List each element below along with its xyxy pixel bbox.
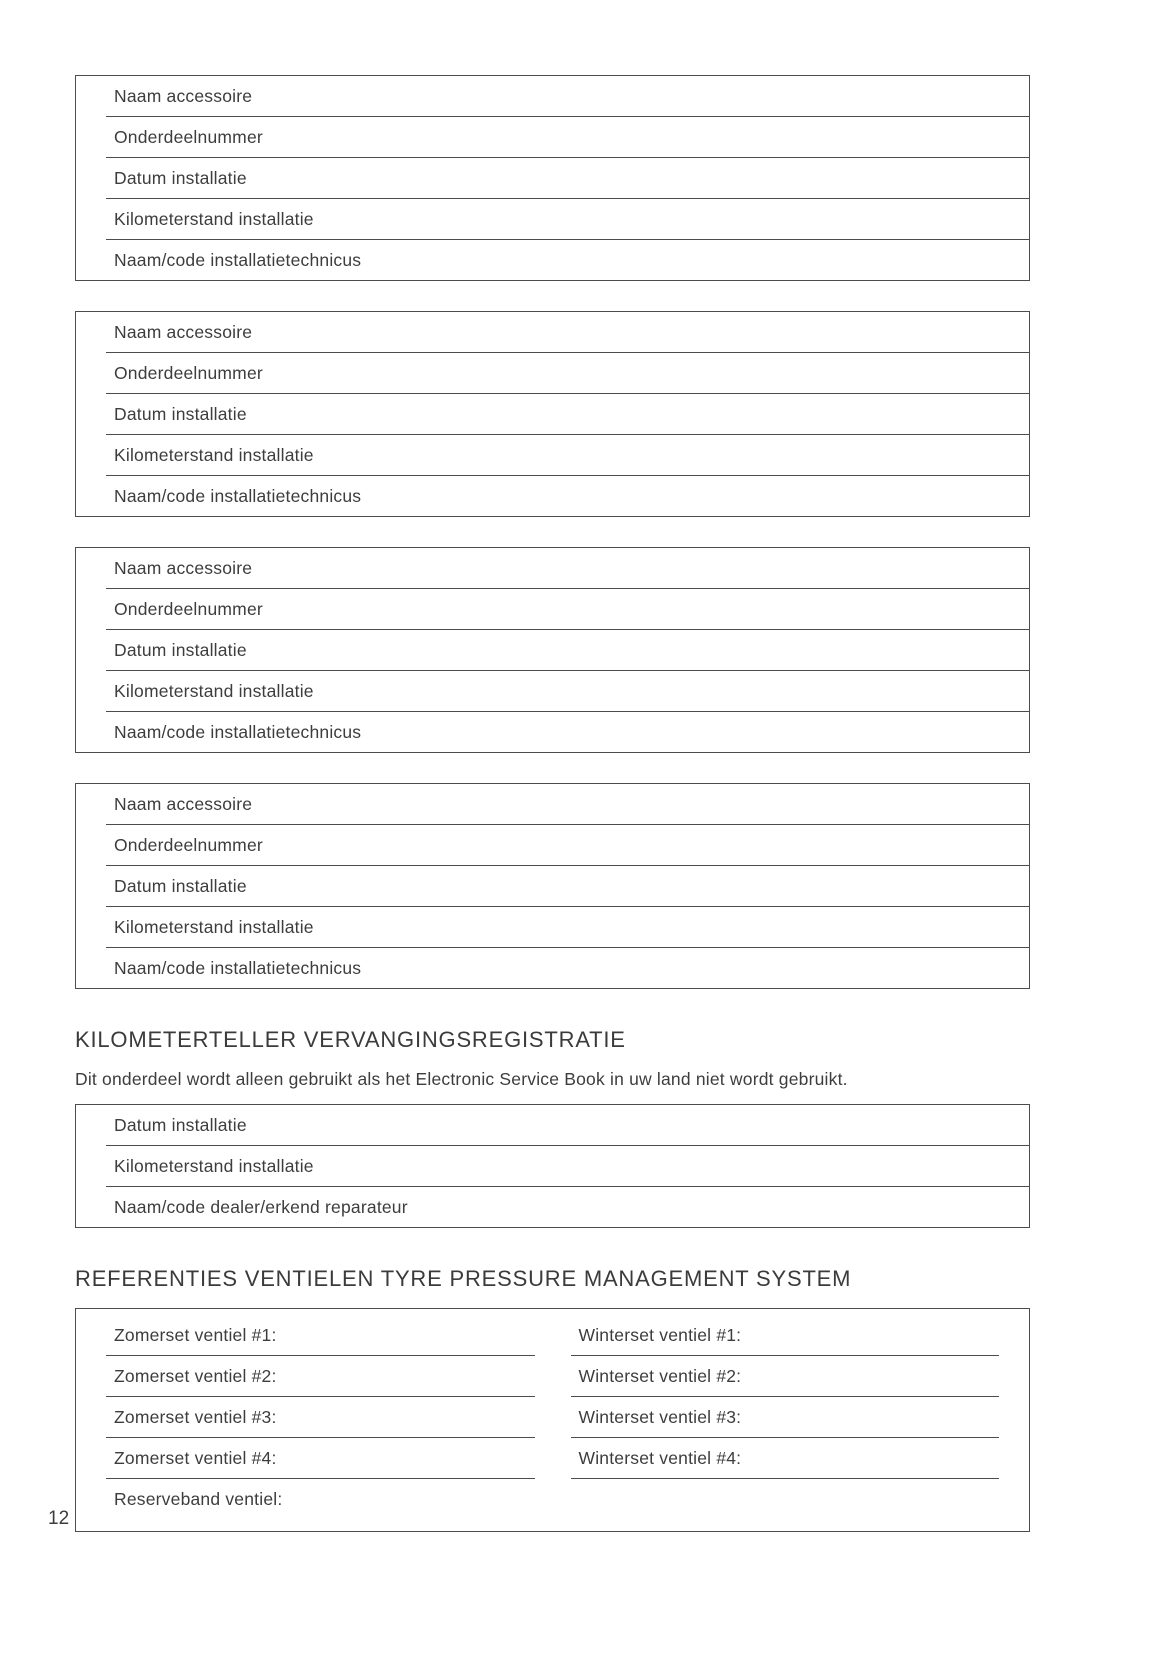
accessory-box-1 — [75, 75, 1030, 281]
tyre-section-title: REFERENTIES VENTIELEN TYRE PRESSURE MANAGEMENT SYSTEM — [75, 1266, 852, 1291]
form-row-label: Naam/code installatietechnicus — [114, 485, 362, 506]
valve-field-winter-4 — [571, 1438, 1000, 1479]
form-row-label: Kilometerstand installatie — [114, 444, 314, 465]
form-row-label: Datum installatie — [114, 1114, 247, 1135]
form-row-label: Naam accessoire — [114, 321, 253, 342]
page-number: 12 — [48, 1508, 70, 1529]
form-row — [106, 394, 1029, 435]
odometer-box — [75, 1104, 1030, 1228]
tyre-valve-grid — [106, 1315, 999, 1519]
form-row — [106, 1146, 1029, 1187]
form-row — [106, 117, 1029, 158]
form-row — [106, 435, 1029, 476]
form-row — [106, 630, 1029, 671]
form-row-label: Onderdeelnummer — [114, 126, 263, 147]
form-row-label: Naam/code dealer/erkend reparateur — [114, 1196, 408, 1217]
form-row-label: Onderdeelnummer — [114, 598, 263, 619]
valve-field-label: Reserveband ventiel: — [114, 1488, 283, 1509]
form-row — [106, 671, 1029, 712]
valve-field-label: Zomerset ventiel #2: — [114, 1365, 277, 1386]
tyre-valve-box — [75, 1308, 1030, 1532]
form-row — [106, 1105, 1029, 1146]
form-row-label: Datum installatie — [114, 875, 247, 896]
valve-field-spare — [106, 1479, 535, 1519]
valve-field-label: Zomerset ventiel #4: — [114, 1447, 277, 1468]
form-row-label: Onderdeelnummer — [114, 362, 263, 383]
form-row — [106, 199, 1029, 240]
form-row — [106, 240, 1029, 280]
form-row — [106, 589, 1029, 630]
form-row — [106, 866, 1029, 907]
form-row-label: Datum installatie — [114, 639, 247, 660]
form-row-label: Onderdeelnummer — [114, 834, 263, 855]
odometer-section-note: Dit onderdeel wordt alleen gebruikt als het Electronic Service Book in uw land niet wordt gebruikt. — [75, 1069, 848, 1089]
form-row-label: Naam accessoire — [114, 793, 253, 814]
form-row-label: Kilometerstand installatie — [114, 208, 314, 229]
valve-field-winter-1 — [571, 1315, 1000, 1356]
valve-field-label: Winterset ventiel #1: — [578, 1324, 742, 1345]
valve-field-summer-1 — [106, 1315, 535, 1356]
valve-field-summer-3 — [106, 1397, 535, 1438]
form-row — [106, 548, 1029, 589]
valve-field-summer-4 — [106, 1438, 535, 1479]
odometer-section-title: KILOMETERTELLER VERVANGINGSREGISTRATIE — [75, 1027, 626, 1052]
form-row-label: Naam/code installatietechnicus — [114, 249, 362, 270]
form-row — [106, 948, 1029, 988]
form-row-label: Naam accessoire — [114, 85, 253, 106]
form-row — [106, 158, 1029, 199]
accessory-box-3 — [75, 547, 1030, 753]
form-row — [106, 784, 1029, 825]
form-row-label: Naam accessoire — [114, 557, 253, 578]
accessory-box-4 — [75, 783, 1030, 989]
form-row — [106, 907, 1029, 948]
form-row-label: Naam/code installatietechnicus — [114, 957, 362, 978]
page-content — [75, 75, 1030, 1532]
valve-field-empty — [571, 1479, 1000, 1519]
form-row — [106, 476, 1029, 516]
form-row-label: Datum installatie — [114, 403, 247, 424]
form-row — [106, 353, 1029, 394]
valve-field-winter-2 — [571, 1356, 1000, 1397]
form-row — [106, 712, 1029, 752]
valve-field-label: Zomerset ventiel #3: — [114, 1406, 277, 1427]
form-row-label: Kilometerstand installatie — [114, 916, 314, 937]
valve-field-label: Zomerset ventiel #1: — [114, 1324, 277, 1345]
valve-field-label: Winterset ventiel #4: — [578, 1447, 742, 1468]
form-row — [106, 825, 1029, 866]
form-row-label: Kilometerstand installatie — [114, 680, 314, 701]
valve-field-label: Winterset ventiel #3: — [578, 1406, 742, 1427]
form-row-label: Naam/code installatietechnicus — [114, 721, 362, 742]
form-row-label: Kilometerstand installatie — [114, 1155, 314, 1176]
accessory-box-2 — [75, 311, 1030, 517]
valve-field-label: Winterset ventiel #2: — [578, 1365, 742, 1386]
valve-field-winter-3 — [571, 1397, 1000, 1438]
form-row — [106, 76, 1029, 117]
form-row-label: Datum installatie — [114, 167, 247, 188]
form-row — [106, 312, 1029, 353]
valve-field-summer-2 — [106, 1356, 535, 1397]
form-row — [106, 1187, 1029, 1227]
